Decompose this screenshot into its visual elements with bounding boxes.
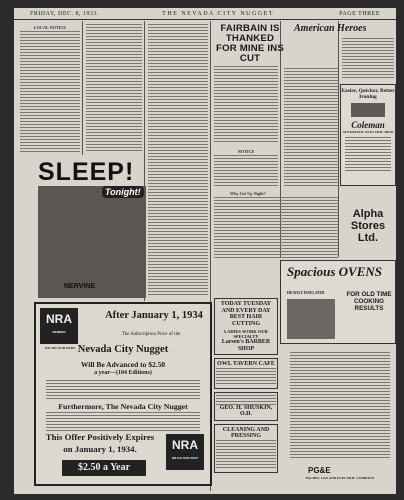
oven-illustration	[287, 299, 335, 339]
newspaper-page	[14, 8, 396, 494]
body-text	[214, 155, 278, 188]
notices-heading: NOTICE	[237, 149, 255, 154]
body-text	[148, 24, 208, 296]
sleep-ad-tagline: Tonight!	[102, 186, 144, 198]
body-text	[20, 31, 80, 153]
pge-logo: PG&E	[308, 466, 331, 475]
cleaning-ad: CLEANING AND PRESSING	[214, 424, 278, 473]
header-date: FRIDAY, DEC. 8, 1933	[30, 10, 98, 17]
nervine-brand: NERVINE	[64, 283, 95, 290]
why-heading: Why Get Up Night?	[230, 191, 266, 196]
column-rule	[82, 21, 83, 155]
column-rule	[338, 21, 339, 257]
coleman-sub: AUTOMATIC ELECTRIC IRON	[342, 130, 394, 134]
body-text	[86, 24, 142, 152]
ovens-headline: Spacious OVENS	[287, 264, 382, 279]
ad-body-text	[46, 412, 200, 432]
sleep-ad-image	[38, 186, 146, 298]
ovens-tagline: FOR OLD TIME COOKING RESULTS	[346, 291, 392, 312]
body-text	[342, 38, 394, 80]
barber-ad: TODAY TUESDAY AND EVERY DAY BEST HAIR CUTTING LADIES WORK OUR SPECIALTY Larsen's BARBER SHOP	[214, 298, 278, 355]
pge-ad	[284, 348, 394, 488]
offer-line: This Offer Positively Expires	[45, 432, 155, 442]
column-2	[86, 24, 142, 154]
heroes-story	[284, 68, 338, 188]
body-text	[345, 137, 391, 173]
nra-motto: WE DO OUR PART	[44, 346, 76, 350]
price-raise: Will Be Advanced to $2.50	[80, 360, 166, 369]
local-ads-column	[214, 298, 278, 476]
expires-line: on January 1, 1934.	[63, 444, 137, 454]
alpha-stores-logo: Alpha Stores Ltd.	[350, 208, 386, 244]
pge-company-name: PACIFIC GAS AND ELECTRIC COMPANY	[305, 476, 375, 480]
ad-body-text	[46, 380, 200, 400]
subscription-ad	[34, 302, 212, 486]
fairbain-headline: FAIRBAIN IS THANKED FOR MINE INS CUT	[216, 23, 284, 64]
body-text	[290, 352, 390, 460]
iron-image	[351, 103, 385, 117]
sleep-ad-title: SLEEP!	[38, 158, 135, 186]
body-text	[214, 66, 278, 142]
american-heroes-title: American Heroes	[294, 23, 367, 34]
furthermore-line: Furthermore, The Nevada City Nugget	[58, 402, 188, 411]
issues-line: a year—(104 Editions)	[94, 370, 152, 376]
heroes-story-2	[342, 38, 394, 82]
nra-eagle-logo: NRA MEMBER	[40, 308, 78, 344]
optometrist-ad: GEO. H. SHUSKIN, O.D.	[214, 392, 278, 421]
ad-headline: After January 1, 1934	[105, 310, 203, 321]
ovens-sub: HEAVILY INSULATED	[287, 291, 325, 295]
why-get-up-column	[214, 190, 338, 260]
column-3	[148, 24, 208, 300]
page-number: PAGE THREE	[339, 10, 380, 17]
ovens-ad	[280, 260, 396, 344]
nra-eagle-logo: NRA WE DO OUR PART	[166, 434, 204, 470]
column-1	[20, 24, 80, 154]
owl-tavern-ad: OWL TAVERN CAFE	[214, 358, 278, 389]
body-text	[214, 197, 338, 259]
coleman-iron-ad	[340, 84, 396, 186]
price-box: $2.50 a Year	[62, 460, 146, 476]
coleman-brand: Coleman	[351, 120, 385, 130]
body-text	[284, 68, 338, 186]
coleman-headline: Easier, Quicker, Better Ironing	[341, 88, 395, 100]
page-header	[14, 8, 396, 20]
ad-subline: The Subscription Price of the	[121, 332, 181, 337]
notices-column	[214, 148, 278, 188]
masthead: THE NEVADA CITY NUGGET	[162, 10, 274, 17]
paper-name: Nevada City Nugget	[77, 344, 169, 355]
column-heading: LOCAL NOTICE	[33, 25, 67, 30]
fairbain-story	[214, 66, 278, 144]
